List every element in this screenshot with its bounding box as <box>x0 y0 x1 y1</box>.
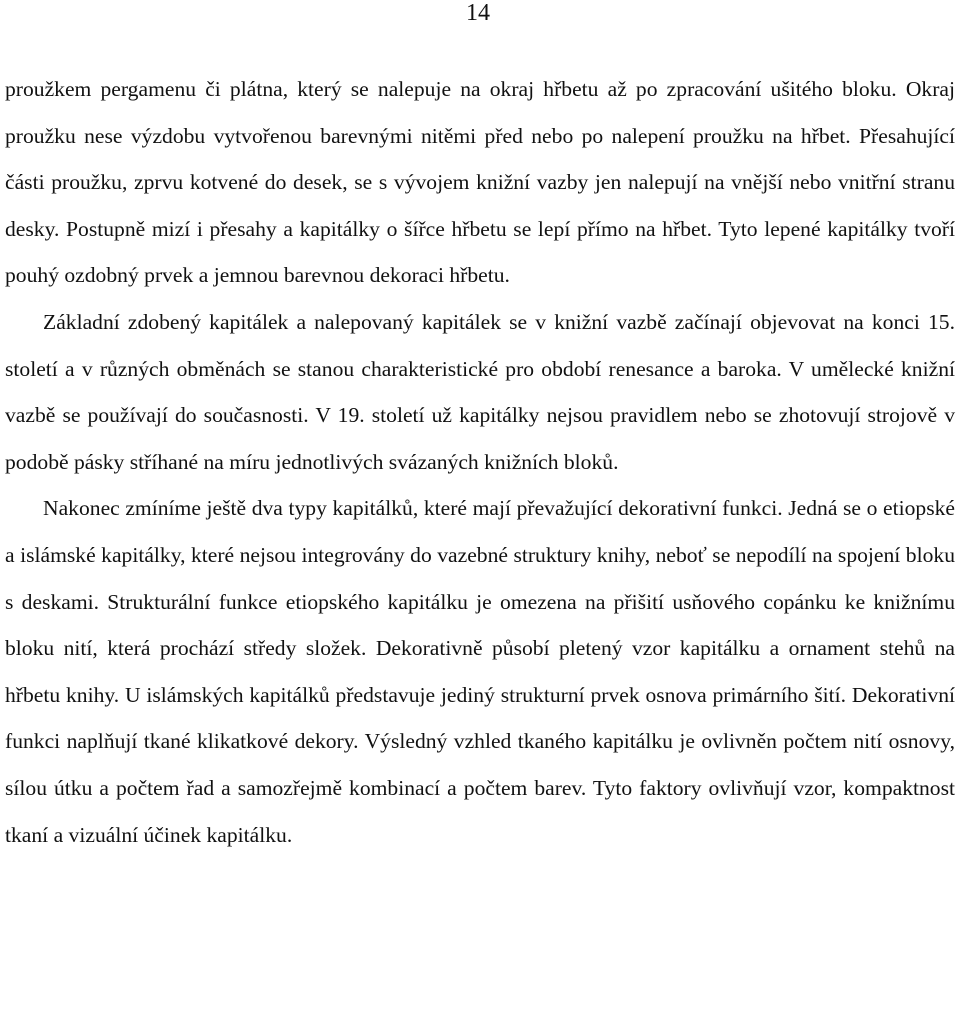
page-number: 14 <box>466 0 490 26</box>
paragraph: Nakonec zmíníme ještě dva typy kapitálků, které mají převažující dekorativní funkci. Jedná se o etiopské a islámské kapitálky, které nejsou integrovány do vazebné struktury knihy, neboť se nepodílí na spojení bloku s deskami. Strukturální funkce etiopského kapitálku je omezena na přišití usňového copánku ke knižnímu bloku nití, která prochází středy složek. Dekorativně působí pletený vzor kapitálku a ornament stehů na hřbetu knihy. U islámských kapitálků představuje jediný strukturní prvek osnova primárního šití. Dekorativní funkci naplňují tkané klikatkové dekory. Výsledný vzhled tkaného kapitálku je ovlivněn počtem nití osnovy, sílou útku a počtem řad a samozřejmě kombinací a počtem barev. Tyto faktory ovlivňují vzor, kompaktnost tkaní a vizuální účinek kapitálku. <box>5 496 955 847</box>
body-text <box>5 66 955 858</box>
paragraph: Základní zdobený kapitálek a nalepovaný kapitálek se v knižní vazbě začínají objevovat na konci 15. století a v různých obměnách se stanou charakteristické pro období renesance a baroka. V umělecké knižní vazbě se používají do současnosti. V 19. století už kapitálky nejsou pravidlem nebo se zhotovují strojově v podobě pásky stříhané na míru jednotlivých svázaných knižních bloků. <box>5 309 955 474</box>
paragraph: proužkem pergamenu či plátna, který se nalepuje na okraj hřbetu až po zpracování ušitého bloku. Okraj proužku nese výzdobu vytvořenou barevnými nitěmi před nebo po nalepení proužku na hřbet. Přesahující části proužku, zprvu kotvené do desek, se s vývojem knižní vazby jen nalepují na vnější nebo vnitřní stranu desky. Postupně mizí i přesahy a kapitálky o šířce hřbetu se lepí přímo na hřbet. Tyto lepené kapitálky tvoří pouhý ozdobný prvek a jemnou barevnou dekoraci hřbetu. <box>5 77 955 288</box>
